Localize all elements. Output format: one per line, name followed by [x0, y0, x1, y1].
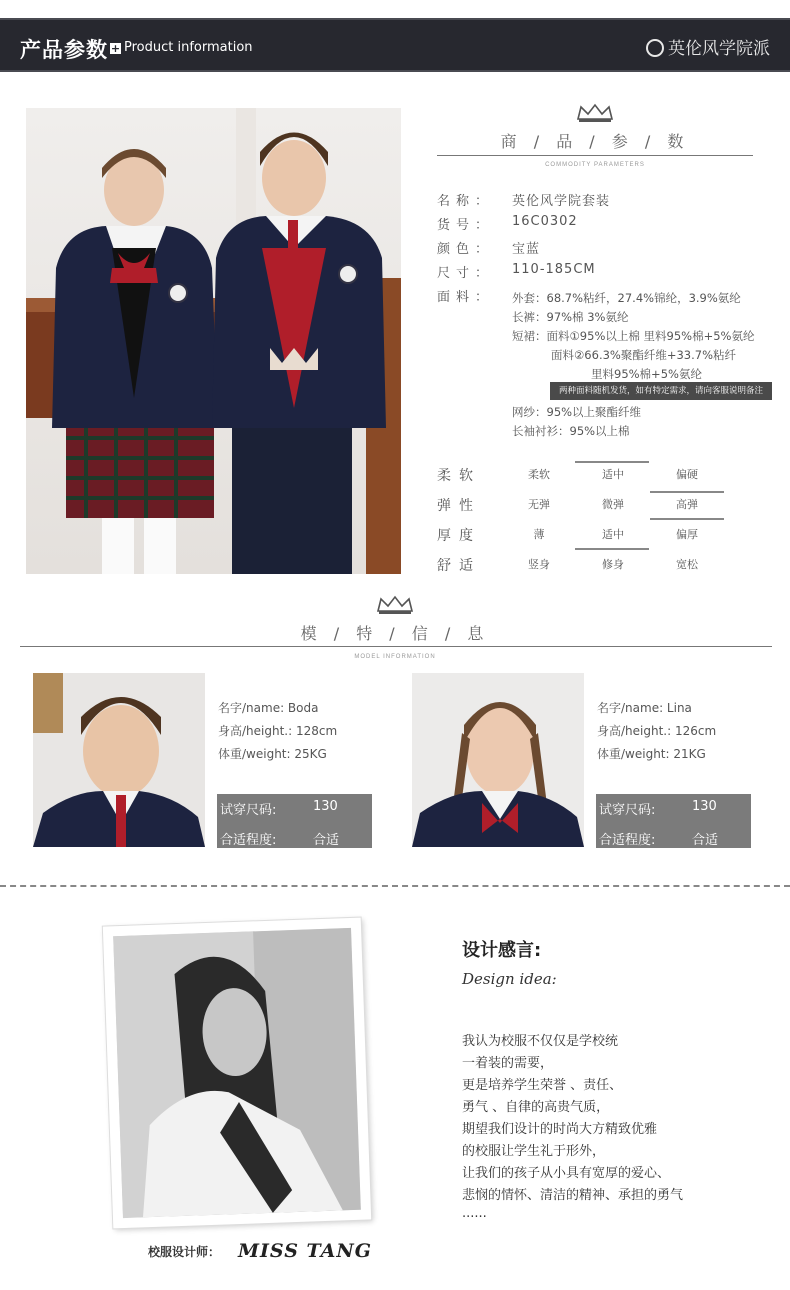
model-divider — [20, 646, 772, 647]
scale-option: 偏厚 — [676, 528, 698, 541]
scale-indicator — [575, 548, 649, 550]
scale-label: 弹性 — [437, 498, 481, 514]
params-divider — [437, 155, 753, 156]
scale-indicator — [575, 461, 649, 463]
design-idea-line: 悲悯的情怀、清洁的精神、承担的勇气 — [462, 1188, 684, 1203]
design-idea-line: 一着装的需要， — [462, 1056, 554, 1071]
scale-label: 舒适 — [437, 558, 481, 574]
model-photo-lina — [412, 673, 584, 847]
fit-level-value: 合适 — [692, 833, 719, 848]
section-divider-dashed — [0, 885, 790, 887]
fabric-line: 里料95%棉+5%氨纶 — [591, 367, 702, 381]
model-section-title: 模 / 特 / 信 / 息 — [300, 624, 490, 643]
brand-seal-icon — [646, 39, 664, 57]
spec-row-sku — [437, 214, 578, 233]
model-name: 名字/name: Lina — [597, 701, 692, 715]
spec-label: 名称： — [437, 194, 495, 209]
fabric-line: 长袖衬衫：95%以上棉 — [512, 424, 630, 438]
spec-row-size — [437, 262, 596, 281]
scale-label: 柔软 — [437, 468, 481, 484]
scale-option: 无弹 — [528, 498, 550, 511]
scale-indicator — [650, 491, 724, 493]
scale-option: 柔软 — [528, 468, 550, 481]
model-photo-boda — [33, 673, 205, 847]
model-height: 身高/height.: 126cm — [597, 724, 717, 738]
spec-row-name — [437, 190, 611, 209]
designer-name: MISS TANG — [238, 1240, 372, 1262]
design-idea-line: 更是培养学生荣誉 、责任、 — [462, 1078, 623, 1093]
spec-value: 英伦风学院套装 — [512, 194, 611, 209]
fit-size-label: 试穿尺码: — [220, 803, 277, 818]
crown-icon — [576, 103, 614, 128]
scale-label: 厚度 — [437, 528, 481, 544]
scale-option: 修身 — [602, 558, 624, 571]
spec-value: 110-185CM — [512, 262, 596, 277]
model-fit-box — [596, 794, 751, 848]
brand-name: 英伦风学院派 — [668, 39, 770, 59]
designer-photo — [103, 918, 371, 1229]
fit-size-label: 试穿尺码: — [599, 803, 656, 818]
fabric-line: 外套：68.7%粘纤，27.4%锦纶，3.9%氨纶 — [512, 291, 741, 305]
design-idea-subtitle: Design idea: — [462, 970, 557, 988]
brand-logo — [646, 34, 770, 59]
scale-option: 竖身 — [528, 558, 550, 571]
fabric-note-badge: 两种面料随机发货，如有特定需求，请向客服说明备注 — [550, 382, 772, 400]
crown-icon — [376, 595, 414, 620]
design-idea-title: 设计感言: — [462, 940, 542, 961]
spec-value: 宝蓝 — [512, 242, 541, 257]
header-subtitle — [110, 40, 253, 55]
fit-size-value: 130 — [692, 799, 717, 814]
product-photo — [26, 108, 401, 574]
spec-value: 16C0302 — [512, 214, 578, 229]
model-section-subtitle: MODEL INFORMATION — [354, 654, 436, 660]
spec-row-fabric — [437, 286, 509, 305]
design-idea-line: 让我们的孩子从小具有宽厚的爱心、 — [462, 1166, 671, 1181]
spec-row-color — [437, 238, 541, 257]
header-subtitle-text: Product information — [124, 40, 253, 55]
scale-option: 高弹 — [676, 498, 698, 511]
design-idea-line: 的校服让学生礼于形外， — [462, 1144, 606, 1159]
spec-label: 货号： — [437, 218, 495, 233]
params-section-subtitle: COMMODITY PARAMETERS — [545, 162, 645, 168]
model-weight: 体重/weight: 25KG — [218, 747, 327, 761]
model-height: 身高/height.: 128cm — [218, 724, 338, 738]
scale-option: 宽松 — [676, 558, 698, 571]
design-idea-line: ...... — [462, 1206, 487, 1221]
fit-level-label: 合适程度: — [220, 833, 277, 848]
spec-label: 颜色： — [437, 242, 495, 257]
design-idea-line: 我认为校服不仅仅是学校统 — [462, 1034, 619, 1049]
spec-label: 尺寸： — [437, 266, 495, 281]
scale-option: 偏硬 — [676, 468, 698, 481]
model-name: 名字/name: Boda — [218, 701, 319, 715]
design-idea-line: 期望我们设计的时尚大方精致优雅 — [462, 1122, 658, 1137]
fit-level-label: 合适程度: — [599, 833, 656, 848]
header-title: 产品参数 — [20, 38, 108, 62]
spec-label: 面料： — [437, 290, 495, 305]
product-photo-illustration — [26, 108, 401, 574]
scale-option: 适中 — [602, 528, 624, 541]
scale-option: 适中 — [602, 468, 624, 481]
scale-option: 薄 — [533, 528, 545, 541]
fabric-line: 面料②66.3%聚酯纤维+33.7%粘纤 — [551, 348, 737, 362]
model-weight: 体重/weight: 21KG — [597, 747, 706, 761]
fabric-line: 短裙：面料①95%以上棉 里料95%棉+5%氨纶 — [512, 329, 755, 343]
model-fit-box — [217, 794, 372, 848]
scale-option: 微弹 — [602, 498, 624, 511]
header-bar — [0, 18, 790, 72]
fit-level-value: 合适 — [313, 833, 340, 848]
fit-size-value: 130 — [313, 799, 338, 814]
fabric-line: 长裤：97%棉 3%氨纶 — [512, 310, 629, 324]
design-idea-line: 勇气 、自律的高贵气质， — [462, 1100, 610, 1115]
fabric-line: 网纱：95%以上聚酯纤维 — [512, 405, 642, 419]
params-section-title: 商 / 品 / 参 / 数 — [500, 132, 690, 151]
plus-icon: + — [110, 42, 121, 55]
designer-label: 校服设计师： — [148, 1245, 221, 1259]
scale-indicator-bottom — [650, 518, 724, 520]
